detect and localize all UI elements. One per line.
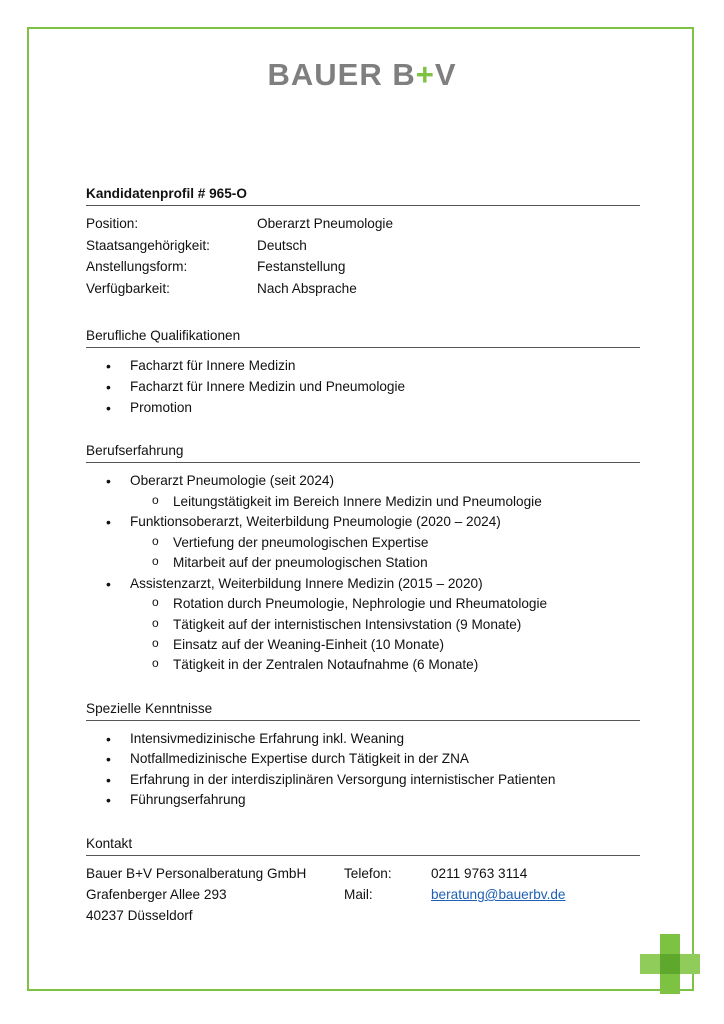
divider bbox=[86, 205, 640, 206]
section-title-experience: Berufserfahrung bbox=[86, 443, 184, 459]
divider bbox=[86, 347, 640, 348]
fact-label: Position: bbox=[86, 216, 139, 231]
company-name: Bauer B+V Personalberatung GmbH bbox=[86, 866, 307, 882]
sub-list-item: o Vertiefung der pneumologischen Expertise bbox=[86, 535, 640, 555]
street-address: Grafenberger Allee 293 bbox=[86, 887, 227, 903]
list-item: • Notfallmedizinische Expertise durch Tätigkeit in der ZNA bbox=[86, 751, 640, 772]
sub-list-item: o Mitarbeit auf der pneumologischen Station bbox=[86, 555, 640, 575]
fact-row bbox=[86, 281, 393, 303]
section-title-skills: Spezielle Kenntnisse bbox=[86, 700, 213, 716]
phone-number: 0211 9763 3114 bbox=[431, 866, 528, 882]
list-item: • Facharzt für Innere Medizin bbox=[86, 358, 640, 379]
sub-list-item: o Leitungstätigkeit im Bereich Innere Medizin und Pneumologie bbox=[86, 494, 640, 514]
sub-list-item: o Tätigkeit auf der internistischen Intensivstation (9 Monate) bbox=[86, 617, 640, 637]
list-item: • Erfahrung in der interdisziplinären Versorgung internistischer Patienten bbox=[86, 772, 640, 793]
contact-table bbox=[86, 866, 640, 929]
sub-list-item: o Rotation durch Pneumologie, Nephrologie und Rheumatologie bbox=[86, 596, 640, 616]
email-link[interactable]: beratung@bauerbv.de bbox=[431, 887, 566, 903]
divider bbox=[86, 720, 640, 721]
fact-value: Festanstellung bbox=[257, 259, 346, 275]
facts-table bbox=[86, 216, 393, 302]
divider bbox=[86, 855, 640, 856]
section-title-qualifications: Berufliche Qualifikationen bbox=[86, 328, 241, 344]
list-item: • Funktionsoberarzt, Weiterbildung Pneumologie (2020 – 2024) bbox=[86, 514, 640, 535]
fact-value: Oberarzt Pneumologie bbox=[257, 216, 394, 231]
green-cross-icon bbox=[640, 934, 700, 994]
fact-value: Deutsch bbox=[257, 237, 307, 253]
company-logo bbox=[0, 57, 724, 93]
sub-list-item: o Einsatz auf der Weaning-Einheit (10 Monate) bbox=[86, 637, 640, 657]
list-item: • Intensivmedizinische Erfahrung inkl. Weaning bbox=[86, 731, 640, 752]
qualifications-list bbox=[86, 358, 640, 420]
fact-row bbox=[86, 216, 393, 238]
phone-label: Telefon: bbox=[344, 866, 392, 882]
logo-text-right: V bbox=[434, 57, 457, 92]
mail-label: Mail: bbox=[344, 887, 373, 903]
fact-row bbox=[86, 238, 393, 260]
fact-row bbox=[86, 259, 393, 281]
sub-list-item: o Tätigkeit in der Zentralen Notaufnahme (6 Monate) bbox=[86, 657, 640, 677]
fact-label: Verfügbarkeit: bbox=[86, 280, 170, 296]
document-body bbox=[86, 186, 640, 929]
profile-title: Kandidatenprofil # 965-O bbox=[86, 186, 247, 201]
fact-label: Anstellungsform: bbox=[86, 259, 188, 275]
fact-value: Nach Absprache bbox=[257, 280, 357, 296]
divider bbox=[86, 462, 640, 463]
fact-label: Staatsangehörigkeit: bbox=[86, 237, 210, 253]
skills-list bbox=[86, 731, 640, 813]
list-item: • Führungserfahrung bbox=[86, 792, 640, 813]
section-title-contact: Kontakt bbox=[86, 836, 133, 852]
list-item: • Assistenzarzt, Weiterbildung Innere Medizin (2015 – 2020) bbox=[86, 576, 640, 597]
logo-plus: + bbox=[415, 57, 435, 92]
experience-list bbox=[86, 473, 640, 678]
city: 40237 Düsseldorf bbox=[86, 908, 193, 924]
logo-text-left: BAUER B bbox=[267, 57, 416, 92]
list-item: • Facharzt für Innere Medizin und Pneumologie bbox=[86, 379, 640, 400]
list-item: • Promotion bbox=[86, 400, 640, 421]
list-item: • Oberarzt Pneumologie (seit 2024) bbox=[86, 473, 640, 494]
